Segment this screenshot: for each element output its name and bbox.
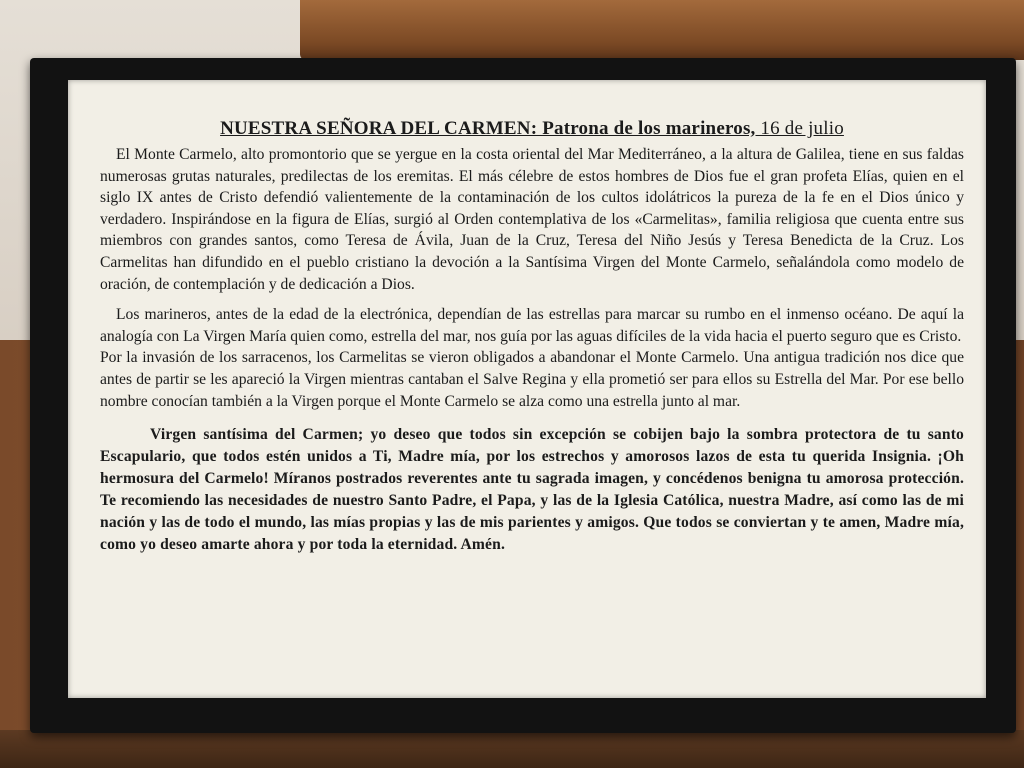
- picture-frame: [30, 58, 1016, 733]
- plaque-title-main: NUESTRA SEÑORA DEL CARMEN: Patrona de los marineros,: [220, 118, 756, 139]
- wooden-base: [0, 730, 1024, 768]
- plaque-title: [100, 118, 964, 140]
- wooden-shelf: [300, 0, 1024, 60]
- plaque-title-date: 16 de julio: [755, 118, 844, 139]
- prayer-text: Virgen santísima del Carmen; yo deseo que todos sin excepción se cobijen bajo la sombra protectora de tu santo Escapulario, que todos estén unidos a Ti, Madre mía, por los estrechos y amorosos lazos de esta tu querida Insignia. ¡Oh hermosura del Carmelo! Míranos postrados reverentes ante tu sagrada imagen, y concédenos benigna tu amorosa protección. Te recomiendo las necesidades de nuestro Santo Padre, el Papa, y las de la Iglesia Católica, nuestra Madre, así como las de mi nación y las de todo el mundo, las mías propias y las de mis parientes y amigos. Que todos se conviertan y te amen, Madre mía, como yo deseo amarte ahora y por toda la eternidad. Amén.: [100, 426, 964, 554]
- paragraph-marineros: Los marineros, antes de la edad de la electrónica, dependían de las estrellas para marcar su rumbo en el inmenso océano. De aquí la analogía con La Virgen María quien como, estrella del mar, nos guía por las aguas difíciles de la vida hacia el puerto seguro que es Cristo.: [100, 306, 964, 345]
- paragraph-monte-carmelo: El Monte Carmelo, alto promontorio que se yergue en la costa oriental del Mar Mediterráneo, a la altura de Galilea, tiene en sus faldas numerosas grutas naturales, predilectas de los eremitas. El más célebre de estos hombres de Dios fue el gran profeta Elías, quien en el siglo IX antes de Cristo defendió valientemente de la contaminación de los cultos idolátricos la pureza de la fe en el Dios único y verdadero. Inspirándose en la figura de Elías, surgió al Orden contemplativa de los «Carmelitas», familia religiosa que cuenta entre sus miembros con grandes santos, como Teresa de Ávila, Juan de la Cruz, Teresa del Niño Jesús y Teresa Benedicta de la Cruz. Los Carmelitas han difundido en el pueblo cristiano la devoción a la Santísima Virgen del Monte Carmelo, señalándola como modelo de oración, de contemplación y de dedicación a Dios.: [100, 146, 964, 293]
- plaque-paper: [68, 80, 986, 698]
- paragraph-sarracenos: Por la invasión de los sarracenos, los Carmelitas se vieron obligados a abandonar el Monte Carmelo. Una antigua tradición nos dice que antes de partir se les apareció la Virgen mientras cantaban el Salve Regina y ella prometió ser para ellos su Estrella del Mar. Por ese bello nombre conocían también a la Virgen porque el Monte Carmelo se alza como una estrella junto al mar.: [100, 349, 964, 410]
